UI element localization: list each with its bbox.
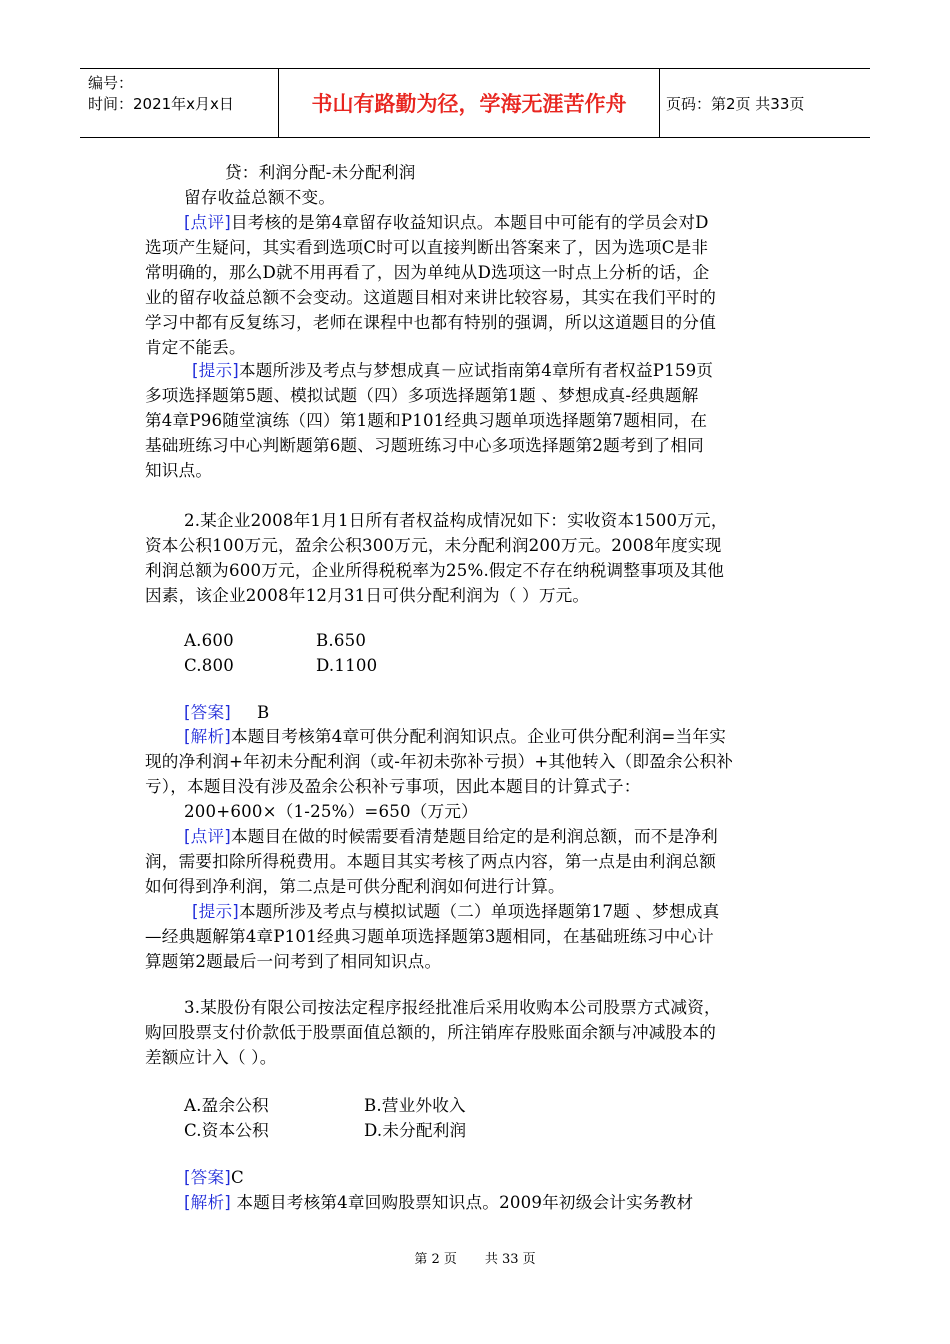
question-3-line: 3.某股份有限公司按法定程序报经批准后采用收购本公司股票方式减资， (184, 998, 721, 1017)
review-tag: [点评] (184, 827, 231, 846)
text-line: 常明确的，那么D就不用再看了，因为单纯从D选项这一时点上分析的话，企 (145, 263, 710, 282)
text-line: 知识点。 (145, 461, 213, 480)
formula-line: 200+600×（1-25%）=650（万元） (184, 802, 478, 821)
option-c: C.资本公积 (184, 1121, 269, 1140)
text-line: 如何得到净利润，第二点是可供分配利润如何进行计算。 (145, 877, 565, 896)
hint-tag: [提示] (192, 902, 239, 921)
option-d: D.未分配利润 (364, 1121, 467, 1140)
date-label: 时间：2021年x月x日 (88, 95, 234, 113)
text-line: 基础班练习中心判断题第6题、习题班练习中心多项选择题第2题考到了相同 (145, 436, 704, 455)
text-line: 贷：利润分配-未分配利润 (225, 163, 416, 182)
text-line: [解析]本题目考核第4章可供分配利润知识点。企业可供分配利润=当年实 (184, 727, 727, 746)
option-d: D.1100 (316, 656, 378, 675)
analysis-tag: [解析] (184, 1193, 231, 1212)
answer-line: [答案]C (184, 1168, 244, 1187)
text-line: [解析] 本题目考核第4章回购股票知识点。2009年初级会计实务教材 (184, 1193, 694, 1212)
text-line: [提示]本题所涉及考点与梦想成真－应试指南第4章所有者权益P159页 (192, 361, 714, 380)
option-b: B.650 (316, 631, 367, 650)
document-number-label: 编号： (88, 74, 134, 92)
question-2-line: 资本公积100万元，盈余公积300万元，未分配利润200万元。2008年度实现 (145, 536, 722, 555)
review-tag: [点评] (184, 213, 231, 232)
question-2-line: 利润总额为600万元，企业所得税税率为25%.假定不存在纳税调整事项及其他 (145, 561, 725, 580)
text-line: —经典题解第4章P101经典习题单项选择题第3题相同，在基础班练习中心计 (145, 927, 714, 946)
question-2-line: 因素，该企业2008年12月31日可供分配利润为（ ）万元。 (145, 586, 590, 605)
text-line: 业的留存收益总额不会变动。这道题目相对来讲比较容易，其实在我们平时的 (145, 288, 716, 307)
footer-page: 第 2 页 (414, 1252, 457, 1267)
text-line: 留存收益总额不变。 (184, 188, 336, 207)
text-line: [提示]本题所涉及考点与模拟试题（二）单项选择题第17题 、梦想成真 (192, 902, 720, 921)
header-page-number: 页码：第2页 共33页 (666, 94, 805, 113)
hint-tag: [提示] (192, 361, 239, 380)
page-footer (0, 1248, 950, 1267)
text-line: 算题第2题最后一问考到了相同知识点。 (145, 952, 442, 971)
text-line: 第4章P96随堂演练（四）第1题和P101经典习题单项选择题第7题相同，在 (145, 411, 708, 430)
text-line: 现的净利润+年初未分配利润（或-年初未弥补亏损）+其他转入（即盈余公积补 (145, 752, 734, 771)
option-a: A.盈余公积 (184, 1096, 269, 1115)
text-line: 亏），本题目没有涉及盈余公积补亏事项，因此本题目的计算式子： (145, 777, 641, 796)
header-motto: 书山有路勤为径，学海无涯苦作舟 (279, 69, 660, 137)
text-line: 选项产生疑问，其实看到选项C时可以直接判断出答案来了，因为选项C是非 (145, 238, 709, 257)
answer-tag: [答案] (184, 1168, 231, 1187)
answer-tag: [答案] (184, 703, 231, 722)
option-c: C.800 (184, 656, 235, 675)
text-line: [点评]目考核的是第4章留存收益知识点。本题目中可能有的学员会对D (184, 213, 709, 232)
question-3-line: 差额应计入（ ）。 (145, 1048, 277, 1067)
text-line: 肯定不能丢。 (145, 338, 246, 357)
footer-total: 共 33 页 (484, 1252, 536, 1267)
option-a: A.600 (184, 631, 234, 650)
option-b: B.营业外收入 (364, 1096, 466, 1115)
text-line: 多项选择题第5题、模拟试题（四）多项选择题第1题 、梦想成真-经典题解 (145, 386, 699, 405)
text-line: [点评]本题目在做的时候需要看清楚题目给定的是利润总额，而不是净利 (184, 827, 718, 846)
question-2-line: 2.某企业2008年1月1日所有者权益构成情况如下：实收资本1500万元， (184, 511, 728, 530)
text-line: 润，需要扣除所得税费用。本题目其实考核了两点内容，第一点是由利润总额 (145, 852, 716, 871)
text-line: 学习中都有反复练习，老师在课程中也都有特别的强调，所以这道题目的分值 (145, 313, 716, 332)
question-3-line: 购回股票支付价款低于股票面值总额的，所注销库存股账面余额与冲减股本的 (145, 1023, 716, 1042)
analysis-tag: [解析] (184, 727, 231, 746)
answer-line: [答案] B (184, 703, 270, 722)
